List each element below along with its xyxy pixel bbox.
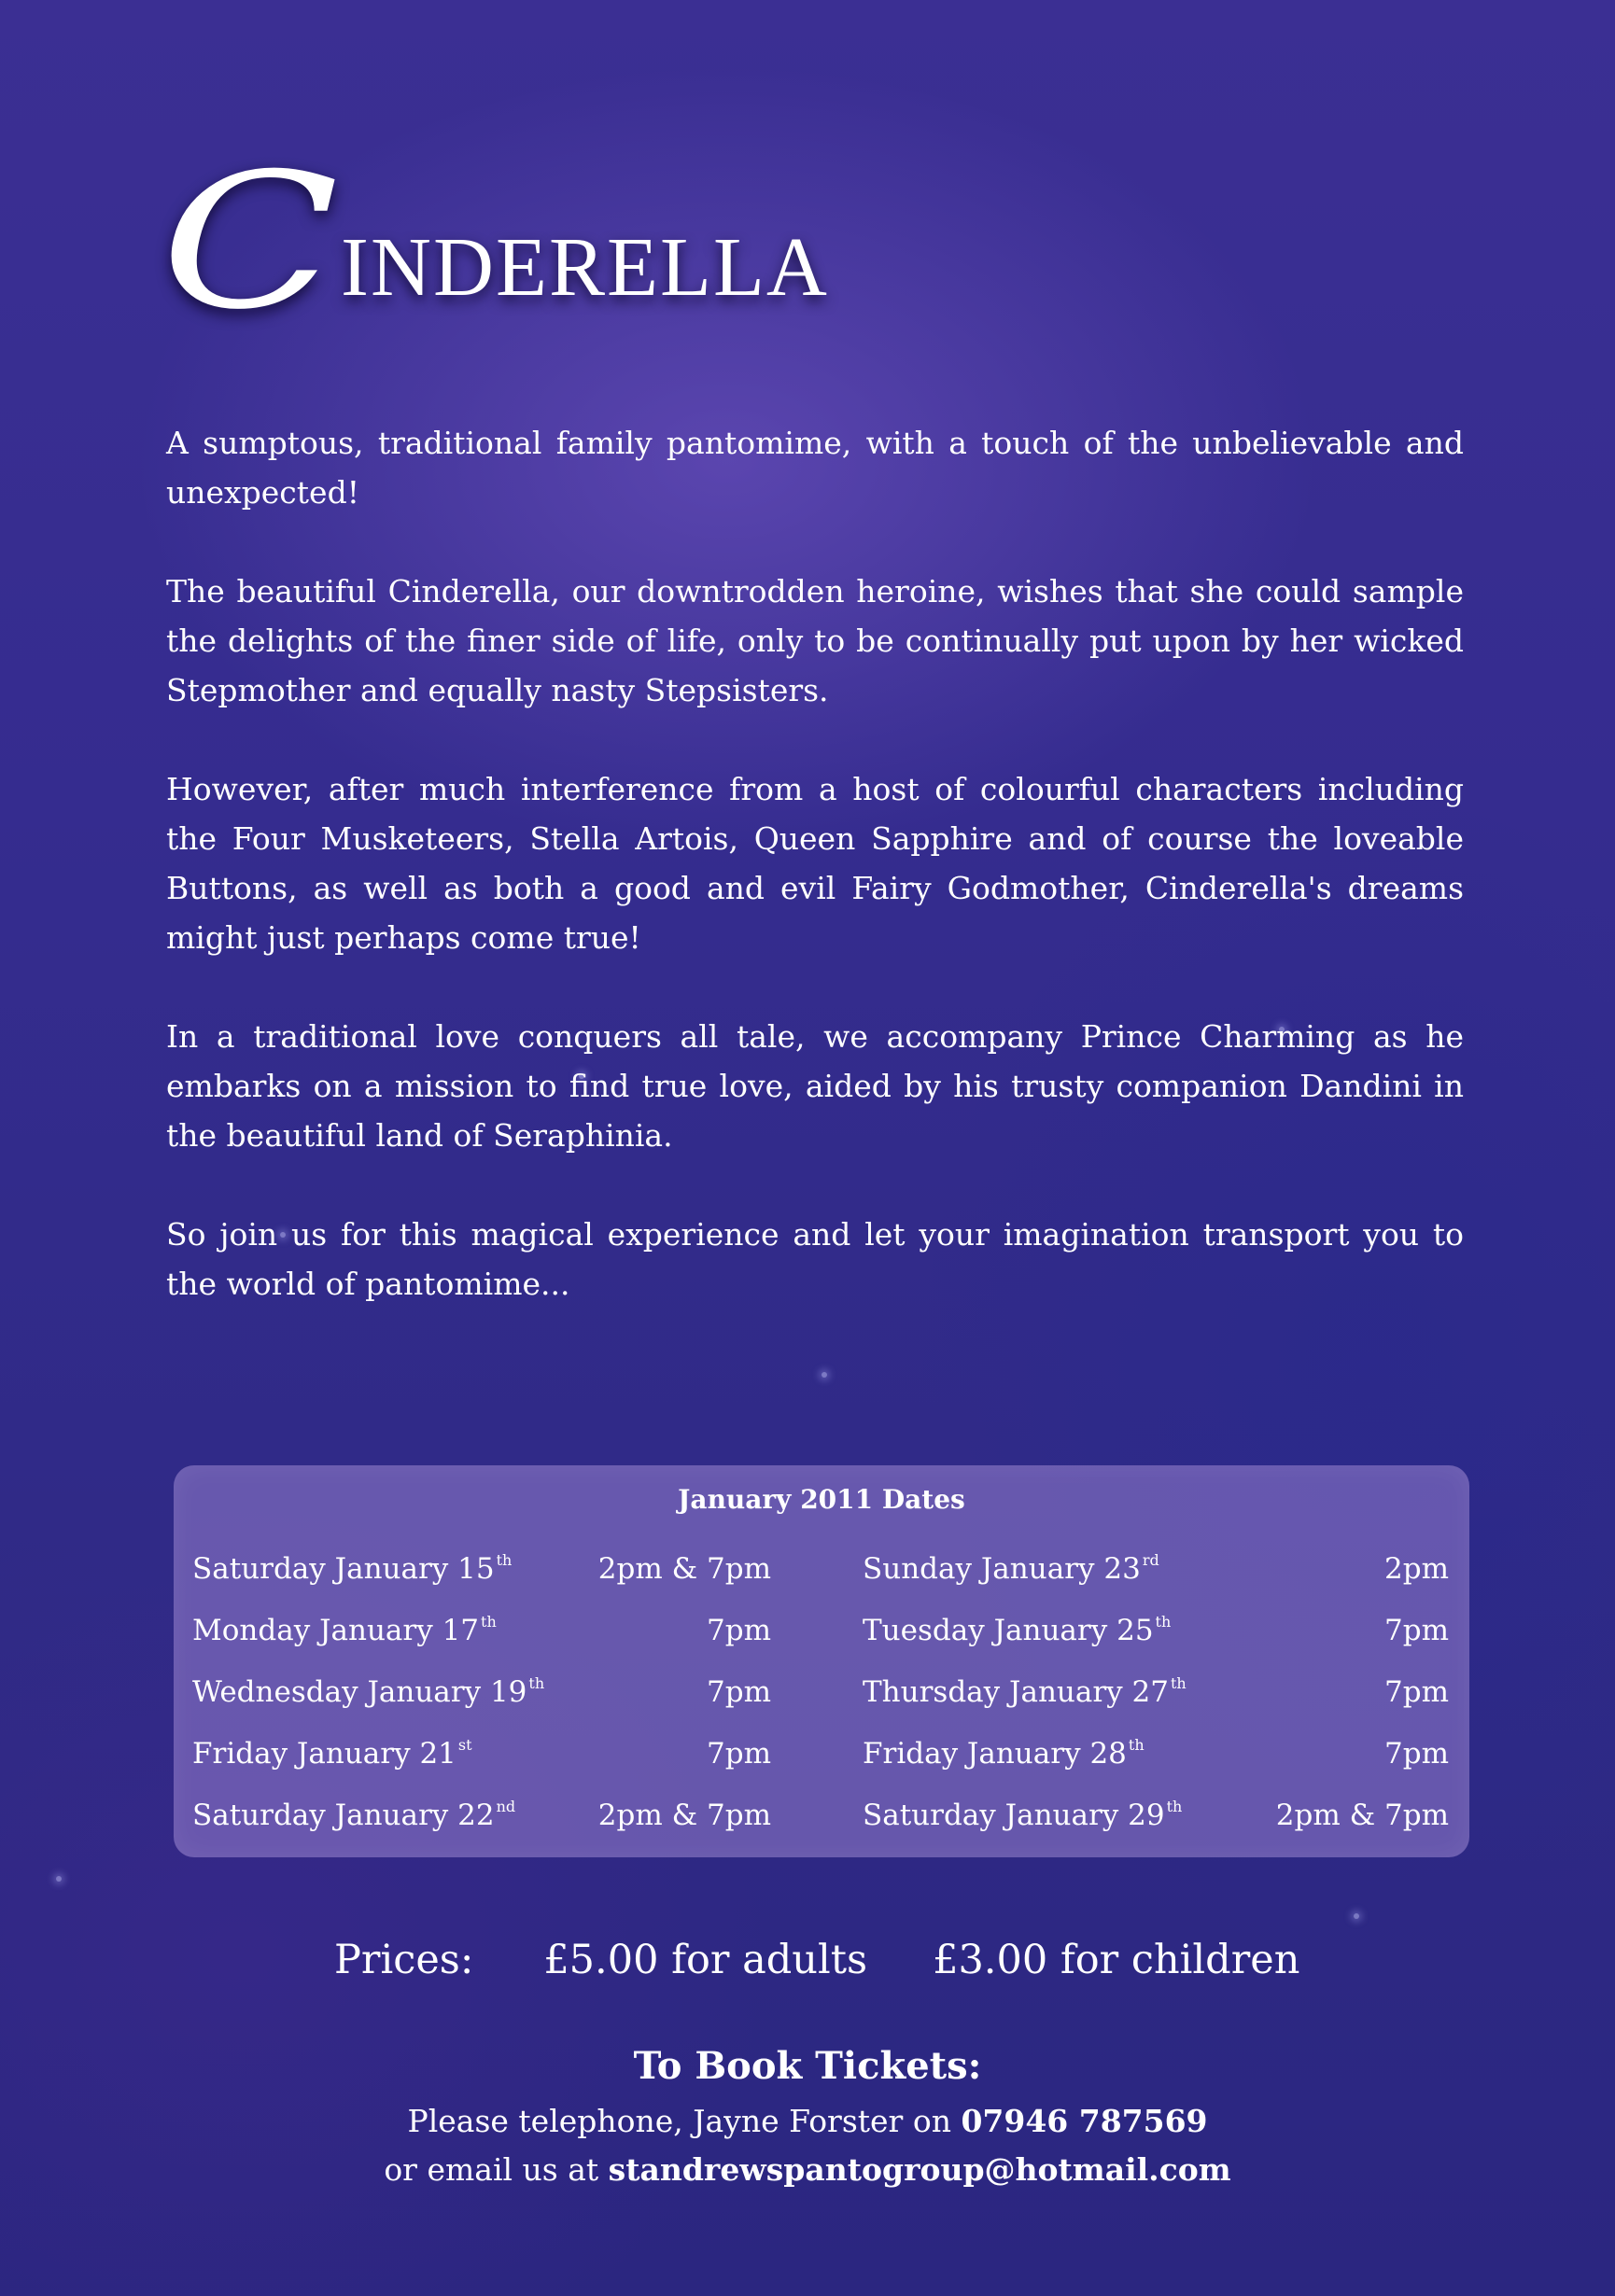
- date-day: Saturday January 15 $^{th}$: [192, 1551, 513, 1586]
- date-day: Thursday January 27 $^{th}$: [863, 1674, 1187, 1709]
- paragraph-invitation: So join us for this magical experience and let your imagination transport you to the world of pantomime...: [166, 1216, 1464, 1302]
- date-time: 7pm: [707, 1614, 771, 1647]
- paragraph-characters: However, after much interference from a host of colourful characters including the Four Musketeers, Stella Artois, Queen Sapphire and of course the loveable Buttons, as well as both a good and evil Fairy Godmother, Cinderella's dreams might just perhaps come true!: [166, 771, 1464, 956]
- date-day: Sunday January 23 $^{rd}$: [863, 1551, 1159, 1586]
- paragraph-heroine: The beautiful Cinderella, our downtrodden heroine, wishes that she could sample the delights of the finer side of life, only to be continually put upon by her wicked Stepmother and equally nasty Stepsisters.: [166, 573, 1464, 708]
- date-day: Monday January 17 $^{th}$: [192, 1613, 497, 1647]
- booking-info: [0, 2044, 1615, 2194]
- sparkle-decoration: [1354, 1913, 1359, 1919]
- date-day: Saturday January 29 $^{th}$: [863, 1798, 1183, 1832]
- page-title: [161, 133, 829, 351]
- date-row: [192, 1674, 771, 1736]
- date-time: 7pm: [1384, 1614, 1449, 1647]
- date-row: [192, 1736, 771, 1798]
- dates-title: January 2011 Dates: [678, 1484, 965, 1515]
- date-row: [192, 1798, 771, 1859]
- date-day: Saturday January 22 $^{nd}$: [192, 1798, 516, 1832]
- date-row: [863, 1798, 1449, 1859]
- date-time: 2pm & 7pm: [597, 1552, 771, 1586]
- sparkle-decoration: [56, 1876, 62, 1882]
- title-initial: C: [161, 133, 340, 351]
- date-day: Tuesday January 25 $^{th}$: [863, 1613, 1172, 1647]
- booking-phone-line: [0, 2097, 1615, 2146]
- date-day: Friday January 21 $^{st}$: [192, 1736, 472, 1771]
- date-row: [863, 1551, 1449, 1613]
- date-time: 7pm: [1384, 1737, 1449, 1771]
- date-time: 2pm & 7pm: [597, 1799, 771, 1832]
- paragraph-prince: In a traditional love conquers all tale, we accompany Prince Charming as he embarks on a mission to find true love, aided by his trusty companion Dandini in the beautiful land of Seraphinia.: [166, 1018, 1464, 1154]
- date-time: 7pm: [707, 1737, 771, 1771]
- email-address[interactable]: standrewspantogroup@hotmail.com: [608, 2151, 1231, 2188]
- description: [166, 418, 1464, 1358]
- date-time: 7pm: [707, 1675, 771, 1709]
- prices: [334, 1937, 1361, 1983]
- date-row: [863, 1736, 1449, 1798]
- dates-column-right: [863, 1551, 1449, 1859]
- date-time: 2pm: [1384, 1552, 1449, 1586]
- dates-panel: [174, 1465, 1469, 1857]
- date-time: 7pm: [1384, 1675, 1449, 1709]
- phone-prefix: Please telephone, Jayne Forster on: [407, 2103, 962, 2139]
- phone-number[interactable]: 07946 787569: [961, 2103, 1208, 2139]
- date-day: Wednesday January 19 $^{th}$: [192, 1674, 545, 1709]
- date-time: 2pm & 7pm: [1275, 1799, 1449, 1832]
- date-day: Friday January 28 $^{th}$: [863, 1736, 1145, 1771]
- paragraph-intro: A sumptous, traditional family pantomime, with a touch of the unbelievable and unexpected!: [166, 425, 1464, 511]
- price-children: £3.00 for children: [933, 1937, 1300, 1983]
- booking-email-line: [0, 2146, 1615, 2194]
- prices-label: Prices:: [334, 1937, 474, 1983]
- date-row: [192, 1551, 771, 1613]
- sparkle-decoration: [822, 1372, 827, 1378]
- date-row: [863, 1674, 1449, 1736]
- dates-column-left: [192, 1551, 771, 1859]
- title-rest: INDERELLA: [341, 221, 829, 314]
- date-row: [192, 1613, 771, 1674]
- booking-heading: To Book Tickets:: [633, 2044, 982, 2088]
- email-prefix: or email us at: [384, 2151, 609, 2188]
- date-row: [863, 1613, 1449, 1674]
- price-adults: £5.00 for adults: [543, 1937, 868, 1983]
